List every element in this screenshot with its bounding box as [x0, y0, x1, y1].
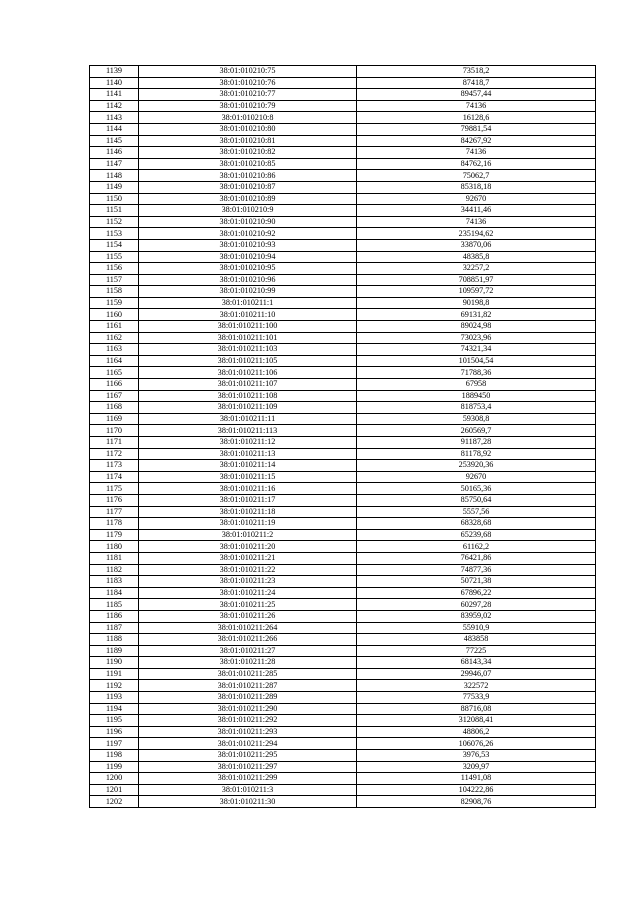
row-number-cell: 1148: [90, 170, 139, 182]
row-number-cell: 1139: [90, 66, 139, 78]
row-number-cell: 1163: [90, 344, 139, 356]
value-cell: 106076,26: [357, 738, 596, 750]
row-number-cell: 1158: [90, 286, 139, 298]
row-number-cell: 1140: [90, 77, 139, 89]
cadastral-number-cell: 38:01:010211:10: [139, 309, 357, 321]
table-row: [90, 239, 596, 251]
cadastral-number-cell: 38:01:010211:14: [139, 460, 357, 472]
value-cell: 60297,28: [357, 599, 596, 611]
value-cell: 32257,2: [357, 263, 596, 275]
value-cell: 85750,64: [357, 494, 596, 506]
cadastral-number-cell: 38:01:010210:79: [139, 100, 357, 112]
value-cell: 33870,06: [357, 239, 596, 251]
value-cell: 11491,08: [357, 773, 596, 785]
cadastral-number-cell: 38:01:010211:11: [139, 413, 357, 425]
value-cell: 483858: [357, 634, 596, 646]
cadastral-number-cell: 38:01:010211:16: [139, 483, 357, 495]
table-row: [90, 216, 596, 228]
value-cell: 90198,8: [357, 297, 596, 309]
table-row: [90, 645, 596, 657]
row-number-cell: 1145: [90, 135, 139, 147]
row-number-cell: 1173: [90, 460, 139, 472]
cadastral-number-cell: 38:01:010211:26: [139, 610, 357, 622]
table-row: [90, 66, 596, 78]
cadastral-number-cell: 38:01:010211:19: [139, 518, 357, 530]
value-cell: 235194,62: [357, 228, 596, 240]
cadastral-number-cell: 38:01:010211:13: [139, 448, 357, 460]
cadastral-number-cell: 38:01:010210:81: [139, 135, 357, 147]
value-cell: 50165,36: [357, 483, 596, 495]
table-row: [90, 413, 596, 425]
table-row: [90, 321, 596, 333]
table-row: [90, 587, 596, 599]
table-row: [90, 228, 596, 240]
value-cell: 29946,07: [357, 668, 596, 680]
table-row: [90, 158, 596, 170]
cadastral-number-cell: 38:01:010210:92: [139, 228, 357, 240]
value-cell: 92670: [357, 193, 596, 205]
row-number-cell: 1147: [90, 158, 139, 170]
row-number-cell: 1198: [90, 750, 139, 762]
cadastral-number-cell: 38:01:010210:93: [139, 239, 357, 251]
table-row: [90, 460, 596, 472]
table-row: [90, 564, 596, 576]
row-number-cell: 1165: [90, 367, 139, 379]
value-cell: 74136: [357, 100, 596, 112]
table-row: [90, 610, 596, 622]
table-row: [90, 123, 596, 135]
table-row: [90, 437, 596, 449]
row-number-cell: 1182: [90, 564, 139, 576]
value-cell: 89457,44: [357, 89, 596, 101]
cadastral-number-cell: 38:01:010211:1: [139, 297, 357, 309]
table-row: [90, 390, 596, 402]
row-number-cell: 1202: [90, 796, 139, 808]
table-row: [90, 529, 596, 541]
cadastral-number-cell: 38:01:010211:108: [139, 390, 357, 402]
cadastral-number-cell: 38:01:010211:30: [139, 796, 357, 808]
value-cell: 65239,68: [357, 529, 596, 541]
row-number-cell: 1187: [90, 622, 139, 634]
row-number-cell: 1152: [90, 216, 139, 228]
row-number-cell: 1178: [90, 518, 139, 530]
cadastral-number-cell: 38:01:010211:285: [139, 668, 357, 680]
row-number-cell: 1193: [90, 692, 139, 704]
row-number-cell: 1169: [90, 413, 139, 425]
row-number-cell: 1191: [90, 668, 139, 680]
table-row: [90, 576, 596, 588]
value-cell: 3209,97: [357, 761, 596, 773]
cadastral-number-cell: 38:01:010210:77: [139, 89, 357, 101]
row-number-cell: 1195: [90, 715, 139, 727]
row-number-cell: 1154: [90, 239, 139, 251]
cadastral-number-cell: 38:01:010211:106: [139, 367, 357, 379]
table-row: [90, 471, 596, 483]
value-cell: 74136: [357, 216, 596, 228]
cadastral-number-cell: 38:01:010211:297: [139, 761, 357, 773]
row-number-cell: 1185: [90, 599, 139, 611]
cadastral-number-cell: 38:01:010211:28: [139, 657, 357, 669]
row-number-cell: 1192: [90, 680, 139, 692]
row-number-cell: 1188: [90, 634, 139, 646]
cadastral-number-cell: 38:01:010210:75: [139, 66, 357, 78]
table-row: [90, 147, 596, 159]
value-cell: 75062,7: [357, 170, 596, 182]
table-row: [90, 135, 596, 147]
cadastral-number-cell: 38:01:010211:295: [139, 750, 357, 762]
table-row: [90, 170, 596, 182]
row-number-cell: 1142: [90, 100, 139, 112]
cadastral-number-cell: 38:01:010210:95: [139, 263, 357, 275]
value-cell: 73023,96: [357, 332, 596, 344]
row-number-cell: 1177: [90, 506, 139, 518]
table-row: [90, 332, 596, 344]
value-cell: 88716,08: [357, 703, 596, 715]
table-row: [90, 483, 596, 495]
row-number-cell: 1153: [90, 228, 139, 240]
value-cell: 55910,9: [357, 622, 596, 634]
table-row: [90, 77, 596, 89]
table-row: [90, 750, 596, 762]
row-number-cell: 1183: [90, 576, 139, 588]
row-number-cell: 1157: [90, 274, 139, 286]
row-number-cell: 1190: [90, 657, 139, 669]
value-cell: 92670: [357, 471, 596, 483]
table-row: [90, 448, 596, 460]
row-number-cell: 1150: [90, 193, 139, 205]
table-row: [90, 680, 596, 692]
row-number-cell: 1184: [90, 587, 139, 599]
row-number-cell: 1179: [90, 529, 139, 541]
table-row: [90, 205, 596, 217]
table-row: [90, 784, 596, 796]
row-number-cell: 1143: [90, 112, 139, 124]
value-cell: 74136: [357, 147, 596, 159]
row-number-cell: 1197: [90, 738, 139, 750]
cadastral-number-cell: 38:01:010211:103: [139, 344, 357, 356]
row-number-cell: 1162: [90, 332, 139, 344]
row-number-cell: 1167: [90, 390, 139, 402]
row-number-cell: 1166: [90, 379, 139, 391]
value-cell: 73518,2: [357, 66, 596, 78]
table-row: [90, 506, 596, 518]
cadastral-number-cell: 38:01:010211:21: [139, 552, 357, 564]
row-number-cell: 1141: [90, 89, 139, 101]
cadastral-number-cell: 38:01:010210:80: [139, 123, 357, 135]
value-cell: 48385,8: [357, 251, 596, 263]
row-number-cell: 1200: [90, 773, 139, 785]
table-row: [90, 274, 596, 286]
value-cell: 1889450: [357, 390, 596, 402]
value-cell: 91187,28: [357, 437, 596, 449]
cadastral-number-cell: 38:01:010211:264: [139, 622, 357, 634]
cadastral-number-cell: 38:01:010210:89: [139, 193, 357, 205]
table-row: [90, 251, 596, 263]
value-cell: 71788,36: [357, 367, 596, 379]
cadastral-number-cell: 38:01:010210:86: [139, 170, 357, 182]
table-row: [90, 494, 596, 506]
cadastral-number-cell: 38:01:010210:8: [139, 112, 357, 124]
row-number-cell: 1170: [90, 425, 139, 437]
row-number-cell: 1174: [90, 471, 139, 483]
cadastral-number-cell: 38:01:010211:107: [139, 379, 357, 391]
table-row: [90, 773, 596, 785]
value-cell: 77225: [357, 645, 596, 657]
cadastral-number-cell: 38:01:010211:27: [139, 645, 357, 657]
table-row: [90, 552, 596, 564]
value-cell: 253920,36: [357, 460, 596, 472]
row-number-cell: 1196: [90, 726, 139, 738]
cadastral-number-cell: 38:01:010210:87: [139, 181, 357, 193]
value-cell: 260569,7: [357, 425, 596, 437]
value-cell: 818753,4: [357, 402, 596, 414]
row-number-cell: 1146: [90, 147, 139, 159]
table-row: [90, 181, 596, 193]
cadastral-number-cell: 38:01:010210:82: [139, 147, 357, 159]
table-row: [90, 286, 596, 298]
row-number-cell: 1194: [90, 703, 139, 715]
value-cell: 79881,54: [357, 123, 596, 135]
value-cell: 85318,18: [357, 181, 596, 193]
table-row: [90, 425, 596, 437]
cadastral-number-cell: 38:01:010211:105: [139, 355, 357, 367]
cadastral-number-cell: 38:01:010211:12: [139, 437, 357, 449]
value-cell: 84762,16: [357, 158, 596, 170]
value-cell: 3976,53: [357, 750, 596, 762]
value-cell: 16128,6: [357, 112, 596, 124]
cadastral-number-cell: 38:01:010210:99: [139, 286, 357, 298]
table-row: [90, 692, 596, 704]
value-cell: 34411,46: [357, 205, 596, 217]
value-cell: 67896,22: [357, 587, 596, 599]
table-row: [90, 796, 596, 808]
cadastral-number-cell: 38:01:010211:290: [139, 703, 357, 715]
table-row: [90, 518, 596, 530]
cadastral-number-cell: 38:01:010211:17: [139, 494, 357, 506]
value-cell: 74877,36: [357, 564, 596, 576]
value-cell: 101504,54: [357, 355, 596, 367]
row-number-cell: 1156: [90, 263, 139, 275]
value-cell: 322572: [357, 680, 596, 692]
row-number-cell: 1149: [90, 181, 139, 193]
row-number-cell: 1171: [90, 437, 139, 449]
table-row: [90, 599, 596, 611]
table-row: [90, 402, 596, 414]
value-cell: 50721,38: [357, 576, 596, 588]
cadastral-number-cell: 38:01:010211:101: [139, 332, 357, 344]
value-cell: 89024,98: [357, 321, 596, 333]
table-row: [90, 309, 596, 321]
row-number-cell: 1180: [90, 541, 139, 553]
value-cell: 77533,9: [357, 692, 596, 704]
row-number-cell: 1155: [90, 251, 139, 263]
table-row: [90, 657, 596, 669]
cadastral-number-cell: 38:01:010211:109: [139, 402, 357, 414]
cadastral-number-cell: 38:01:010211:24: [139, 587, 357, 599]
table-row: [90, 703, 596, 715]
row-number-cell: 1189: [90, 645, 139, 657]
value-cell: 312088,41: [357, 715, 596, 727]
value-cell: 69131,82: [357, 309, 596, 321]
cadastral-number-cell: 38:01:010211:266: [139, 634, 357, 646]
table-row: [90, 193, 596, 205]
value-cell: 74321,34: [357, 344, 596, 356]
cadastral-number-cell: 38:01:010211:294: [139, 738, 357, 750]
row-number-cell: 1164: [90, 355, 139, 367]
cadastral-number-cell: 38:01:010211:18: [139, 506, 357, 518]
value-cell: 59308,8: [357, 413, 596, 425]
value-cell: 84267,92: [357, 135, 596, 147]
cadastral-number-cell: 38:01:010211:113: [139, 425, 357, 437]
table-row: [90, 112, 596, 124]
cadastral-number-cell: 38:01:010211:289: [139, 692, 357, 704]
cadastral-number-cell: 38:01:010210:76: [139, 77, 357, 89]
table-row: [90, 297, 596, 309]
value-cell: 104222,86: [357, 784, 596, 796]
value-cell: 82908,76: [357, 796, 596, 808]
cadastral-number-cell: 38:01:010210:96: [139, 274, 357, 286]
value-cell: 67958: [357, 379, 596, 391]
table-row: [90, 367, 596, 379]
table-row: [90, 100, 596, 112]
value-cell: 5557,56: [357, 506, 596, 518]
table-row: [90, 263, 596, 275]
table-row: [90, 344, 596, 356]
cadastral-value-table: [89, 65, 596, 808]
table-row: [90, 541, 596, 553]
row-number-cell: 1176: [90, 494, 139, 506]
row-number-cell: 1160: [90, 309, 139, 321]
value-cell: 48806,2: [357, 726, 596, 738]
row-number-cell: 1186: [90, 610, 139, 622]
cadastral-number-cell: 38:01:010211:25: [139, 599, 357, 611]
cadastral-number-cell: 38:01:010210:94: [139, 251, 357, 263]
value-cell: 68143,34: [357, 657, 596, 669]
value-cell: 61162,2: [357, 541, 596, 553]
cadastral-number-cell: 38:01:010211:293: [139, 726, 357, 738]
cadastral-number-cell: 38:01:010211:299: [139, 773, 357, 785]
row-number-cell: 1161: [90, 321, 139, 333]
cadastral-number-cell: 38:01:010211:20: [139, 541, 357, 553]
table-body: [90, 66, 596, 808]
table-row: [90, 379, 596, 391]
value-cell: 76421,86: [357, 552, 596, 564]
value-cell: 81178,92: [357, 448, 596, 460]
table-row: [90, 715, 596, 727]
cadastral-number-cell: 38:01:010211:100: [139, 321, 357, 333]
table-row: [90, 89, 596, 101]
value-cell: 87418,7: [357, 77, 596, 89]
cadastral-number-cell: 38:01:010210:9: [139, 205, 357, 217]
table-row: [90, 726, 596, 738]
row-number-cell: 1175: [90, 483, 139, 495]
table-row: [90, 668, 596, 680]
cadastral-number-cell: 38:01:010210:90: [139, 216, 357, 228]
value-cell: 83959,02: [357, 610, 596, 622]
cadastral-number-cell: 38:01:010211:2: [139, 529, 357, 541]
table-row: [90, 622, 596, 634]
value-cell: 68328,68: [357, 518, 596, 530]
row-number-cell: 1181: [90, 552, 139, 564]
cadastral-number-cell: 38:01:010210:85: [139, 158, 357, 170]
row-number-cell: 1172: [90, 448, 139, 460]
cadastral-number-cell: 38:01:010211:22: [139, 564, 357, 576]
table-row: [90, 355, 596, 367]
table-row: [90, 634, 596, 646]
cadastral-number-cell: 38:01:010211:23: [139, 576, 357, 588]
cadastral-number-cell: 38:01:010211:292: [139, 715, 357, 727]
cadastral-number-cell: 38:01:010211:287: [139, 680, 357, 692]
row-number-cell: 1144: [90, 123, 139, 135]
row-number-cell: 1199: [90, 761, 139, 773]
row-number-cell: 1168: [90, 402, 139, 414]
row-number-cell: 1201: [90, 784, 139, 796]
value-cell: 708851,97: [357, 274, 596, 286]
row-number-cell: 1159: [90, 297, 139, 309]
value-cell: 109597,72: [357, 286, 596, 298]
cadastral-number-cell: 38:01:010211:15: [139, 471, 357, 483]
row-number-cell: 1151: [90, 205, 139, 217]
cadastral-number-cell: 38:01:010211:3: [139, 784, 357, 796]
table-row: [90, 738, 596, 750]
table-row: [90, 761, 596, 773]
